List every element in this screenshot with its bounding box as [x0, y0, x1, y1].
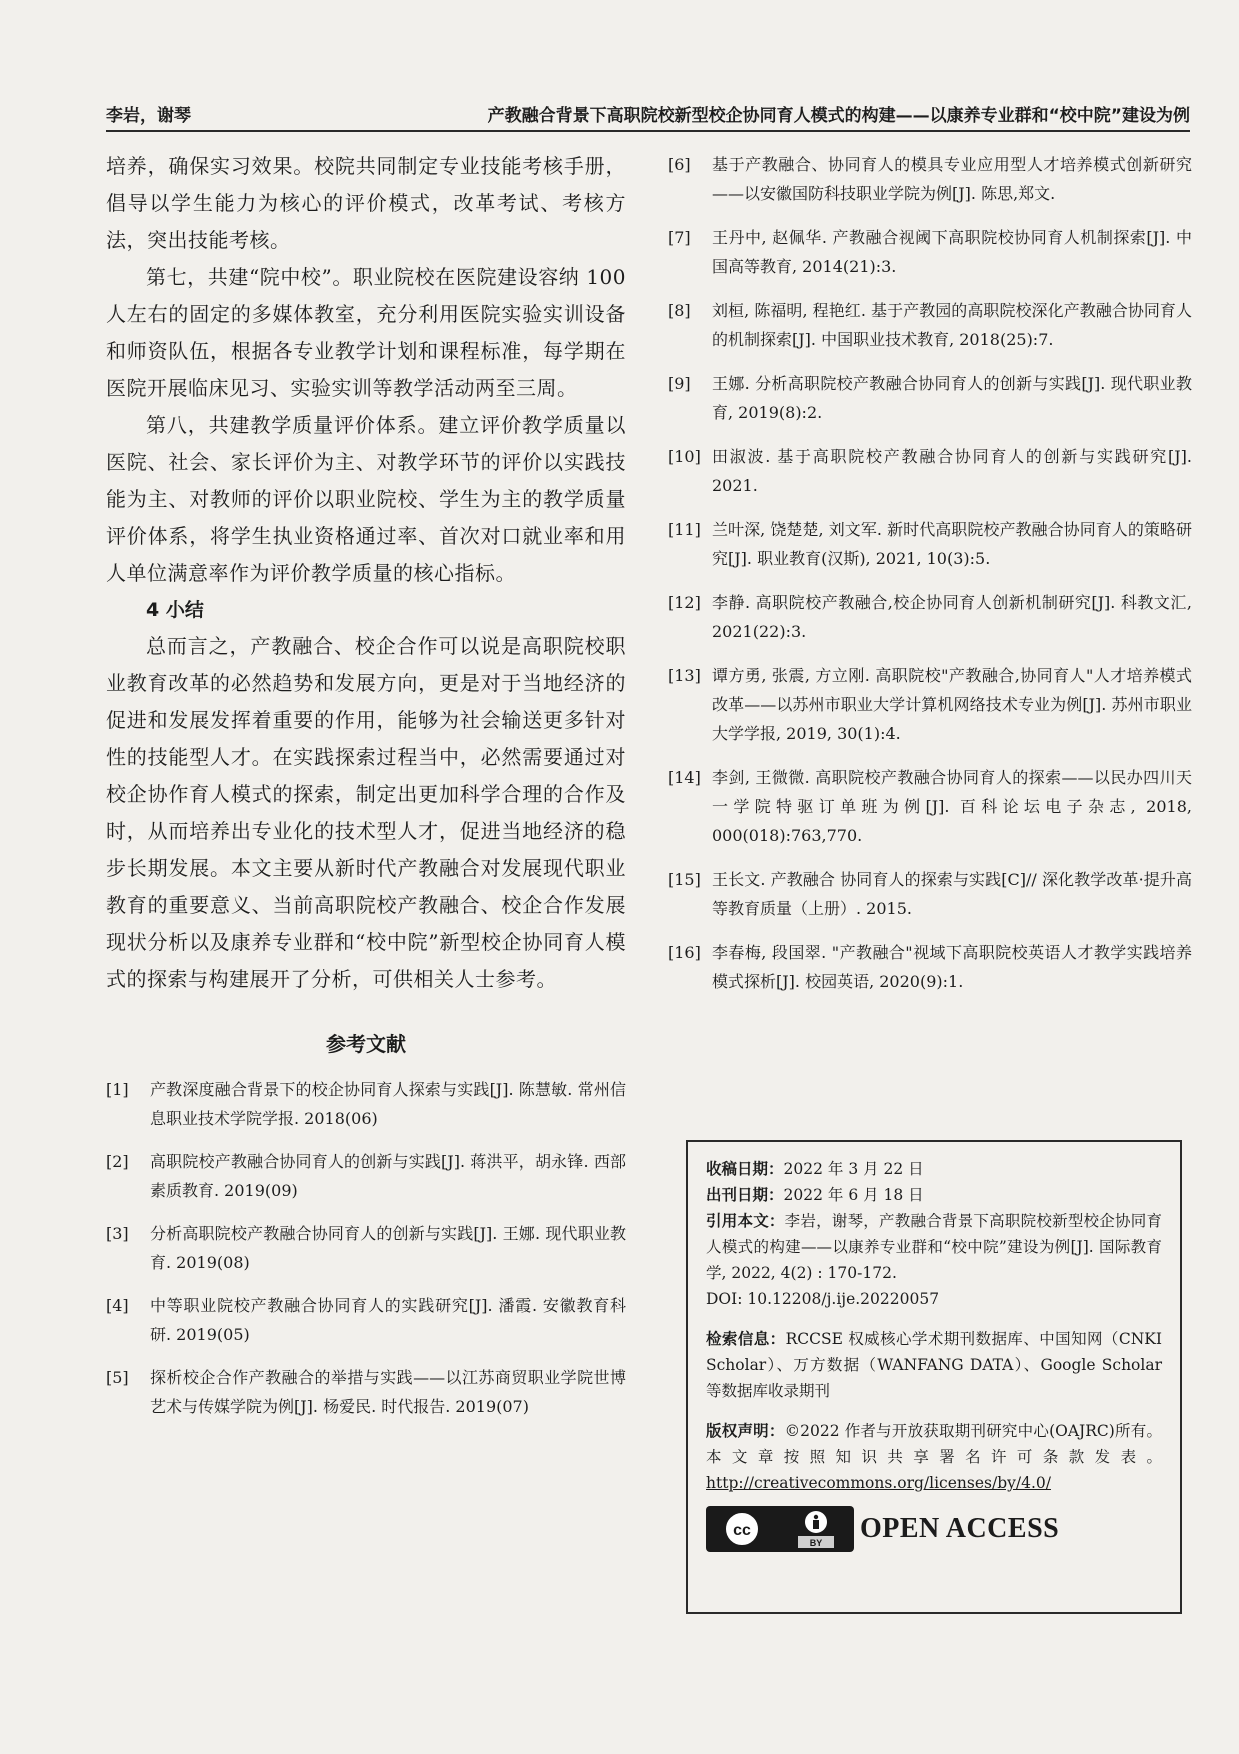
reference-text: 探析校企合作产教融合的举措与实践——以江苏商贸职业学院世博艺术与传媒学院为例[J]. 杨爱民. 时代报告. 2019(07) [150, 1368, 626, 1416]
reference-text: 田淑波. 基于高职院校产教融合协同育人的创新与实践研究[J]. 2021. [712, 447, 1192, 495]
reference-item [106, 1363, 626, 1421]
reference-number: [7] [668, 228, 691, 247]
right-column [668, 150, 1192, 1011]
reference-text: 王娜. 分析高职院校产教融合协同育人的创新与实践[J]. 现代职业教育, 2019(8):2. [712, 374, 1192, 422]
open-access-label: OPEN ACCESS [860, 1513, 1060, 1544]
reference-number: [9] [668, 374, 691, 393]
reference-list-right [668, 150, 1192, 996]
paragraph: 培养，确保实习效果。校院共同制定专业技能考核手册，倡导以学生能力为核心的评价模式，改革考试、考核方法，突出技能考核。 [106, 154, 626, 252]
reference-item [106, 1147, 626, 1205]
body-text [106, 148, 626, 998]
cite-label: 引用本文： [706, 1212, 785, 1230]
reference-item [668, 515, 1192, 573]
reference-item [668, 296, 1192, 354]
reference-number: [4] [106, 1296, 129, 1315]
reference-text: 兰叶深, 饶楚楚, 刘文军. 新时代高职院校产教融合协同育人的策略研究[J]. 职业教育(汉斯), 2021, 10(3):5. [712, 520, 1192, 568]
index-label: 检索信息： [706, 1330, 786, 1348]
reference-text: 王长文. 产教融合 协同育人的探索与实践[C]// 深化教学改革·提升高等教育质量（上册）. 2015. [712, 870, 1192, 918]
running-header [106, 100, 1190, 132]
by-label: BY [809, 1538, 823, 1548]
citation [706, 1208, 1162, 1286]
reference-text: 产教深度融合背景下的校企协同育人探索与实践[J]. 陈慧敏. 常州信息职业技术学院学报. 2018(06) [150, 1080, 626, 1128]
reference-text: 李春梅, 段国翠. "产教融合"视域下高职院校英语人才教学实践培养模式探析[J]. 校园英语, 2020(9):1. [712, 943, 1192, 991]
received-value: 2022 年 3 月 22 日 [783, 1160, 924, 1178]
received-label: 收稿日期： [706, 1160, 784, 1178]
paragraph: 第七，共建“院中校”。职业院校在医院建设容纳 100 人左右的固定的多媒体教室，充分利用医院实验实训设备和师资队伍，根据各专业教学计划和课程标准，每学期在医院开展临床见习、实验实训等教学活动两至三周。 [106, 265, 626, 400]
index-info [706, 1326, 1162, 1404]
reference-item [106, 1075, 626, 1133]
reference-number: [3] [106, 1224, 129, 1243]
reference-number: [2] [106, 1152, 129, 1171]
article-info-box [686, 1140, 1182, 1614]
copyright-label: 版权声明： [706, 1422, 785, 1440]
reference-text: 分析高职院校产教融合协同育人的创新与实践[J]. 王娜. 现代职业教育. 2019(08) [150, 1224, 626, 1272]
reference-text: 王丹中, 赵佩华. 产教融合视阈下高职院校协同育人机制探索[J]. 中国高等教育, 2014(21):3. [712, 228, 1192, 276]
reference-number: [8] [668, 301, 691, 320]
attribution-icon [794, 1507, 838, 1551]
reference-number: [10] [668, 447, 701, 466]
paragraph: 总而言之，产教融合、校企合作可以说是高职院校职业教育改革的必然趋势和发展方向，更是对于当地经济的促进和发展发挥着重要的作用，能够为社会输送更多针对性的技能型人才。在实践探索过程当中，必然需要通过对校企协作育人模式的探索，制定出更加科学合理的合作及时，从而培养出专业化的技术型人才，促进当地经济的稳步长期发展。本文主要从新时代产教融合对发展现代职业教育的重要意义、当前高职院校产教融合、校企合作发展现状分析以及康养专业群和“校中院”新型校企协同育人模式的探索与构建展开了分析，可供相关人士参考。 [106, 634, 626, 991]
license-link[interactable]: http://creativecommons.org/licenses/by/4.0/ [706, 1474, 1051, 1492]
reference-number: [15] [668, 870, 701, 889]
doi: DOI: 10.12208/j.ije.20220057 [706, 1290, 940, 1308]
reference-number: [12] [668, 593, 701, 612]
reference-number: [5] [106, 1368, 129, 1387]
reference-text: 李静. 高职院校产教融合,校企协同育人创新机制研究[J]. 科教文汇, 2021(22):3. [712, 593, 1192, 641]
creative-commons-icon [722, 1509, 762, 1549]
paragraph: 第八，共建教学质量评价体系。建立评价教学质量以医院、社会、家长评价为主、对教学环节的评价以实践技能为主、对教师的评价以职业院校、学生为主的教学质量评价体系，将学生执业资格通过率、首次对口就业率和用人单位满意率作为评价教学质量的核心指标。 [106, 413, 626, 585]
reference-item [668, 588, 1192, 646]
reference-text: 基于产教融合、协同育人的模具专业应用型人才培养模式创新研究——以安徽国防科技职业学院为例[J]. 陈思,郑文. [712, 155, 1192, 203]
reference-number: [14] [668, 768, 701, 787]
references-heading: 参考文献 [326, 1032, 406, 1056]
reference-item [668, 661, 1192, 748]
copyright-value: ©2022 作者与开放获取期刊研究中心(OAJRC)所有。本文章按照知识共享署名许可条款发表。 [706, 1422, 1162, 1466]
reference-text: 李剑, 王微微. 高职院校产教融合协同育人的探索——以民办四川天一学院特驱订单班为例[J]. 百科论坛电子杂志, 2018, 000(018):763,770. [712, 768, 1192, 845]
reference-item [668, 223, 1192, 281]
reference-number: [16] [668, 943, 701, 962]
reference-item [668, 150, 1192, 208]
cc-label: cc [733, 1522, 751, 1539]
left-column [106, 148, 626, 1435]
index-value: RCCSE 权威核心学术期刊数据库、中国知网（CNKI Scholar）、万方数据（WANFANG DATA）、Google Scholar 等数据库收录期刊 [706, 1330, 1162, 1400]
header-authors: 李岩，谢琴 [106, 106, 191, 126]
reference-number: [6] [668, 155, 691, 174]
received-date [706, 1156, 1162, 1182]
section-heading: 4 小结 [146, 599, 204, 621]
reference-item [106, 1291, 626, 1349]
published-value: 2022 年 6 月 18 日 [783, 1186, 924, 1204]
cite-value: 李岩，谢琴，产教融合背景下高职院校新型校企协同育人模式的构建——以康养专业群和“校中院”建设为例[J]. 国际教育学, 2022, 4(2) : 170-172. [706, 1212, 1162, 1282]
reference-item [668, 442, 1192, 500]
reference-item [668, 369, 1192, 427]
copyright [706, 1418, 1162, 1496]
published-label: 出刊日期： [706, 1186, 784, 1204]
published-date [706, 1182, 1162, 1208]
reference-list-left [106, 1075, 626, 1421]
reference-number: [11] [668, 520, 701, 539]
reference-number: [13] [668, 666, 701, 685]
reference-item [106, 1219, 626, 1277]
reference-number: [1] [106, 1080, 129, 1099]
header-title: 产教融合背景下高职院校新型校企协同育人模式的构建——以康养专业群和“校中院”建设为例 [487, 106, 1190, 126]
reference-item [668, 938, 1192, 996]
open-access-badge [706, 1506, 1162, 1552]
reference-text: 中等职业院校产教融合协同育人的实践研究[J]. 潘霞. 安徽教育科研. 2019(05) [150, 1296, 626, 1344]
cc-by-license-icon [706, 1506, 854, 1552]
reference-item [668, 865, 1192, 923]
reference-text: 高职院校产教融合协同育人的创新与实践[J]. 蒋洪平，胡永锋. 西部素质教育. 2019(09) [150, 1152, 626, 1200]
reference-item [668, 763, 1192, 850]
reference-text: 刘桓, 陈福明, 程艳红. 基于产教园的高职院校深化产教融合协同育人的机制探索[J]. 中国职业技术教育, 2018(25):7. [712, 301, 1192, 349]
reference-text: 谭方勇, 张震, 方立刚. 高职院校"产教融合,协同育人"人才培养模式改革——以苏州市职业大学计算机网络技术专业为例[J]. 苏州市职业大学学报, 2019, 30(1):4. [712, 666, 1192, 743]
